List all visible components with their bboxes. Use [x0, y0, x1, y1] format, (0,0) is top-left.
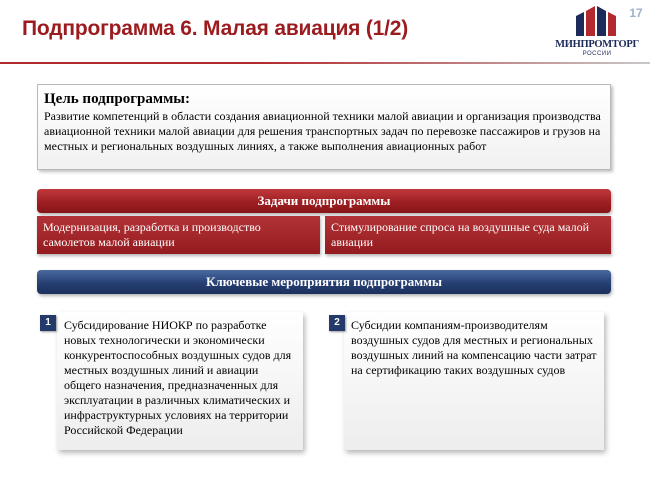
logo-name: МИНПРОМТОРГ: [555, 39, 639, 50]
goal-box: [37, 84, 611, 170]
page-title: Подпрограмма 6. Малая авиация (1/2): [22, 17, 409, 40]
header-divider: [0, 62, 650, 64]
goal-text: Развитие компетенций в области создания авиационной техники малой авиации и организация производства авиационной техники малой авиации для решения транспортных задач по перевозке пассажиров и грузов на местных и региональных воздушных линиях, а также выполнения авиационных работ: [44, 109, 601, 153]
activity-text-1: Субсидирование НИОКР по разработке новых технологически и экономически конкурентоспособных воздушных судов для местных воздушных линий и авиации общего назначения, предназначенных для эксплуатации в различных климатических и инфраструктурных условиях на территории Российской Федерации: [64, 318, 292, 437]
task-item-2: Стимулирование спроса на воздушные суда малой авиации: [325, 216, 611, 254]
activity-card-1: [57, 312, 303, 450]
logo-emblem-icon: [574, 6, 620, 38]
activities-header: Ключевые мероприятия подпрограммы: [37, 270, 611, 294]
logo-subtitle: РОССИИ: [582, 51, 612, 57]
page-number: 17: [629, 6, 643, 20]
activity-card-2: [344, 312, 604, 450]
goal-heading: Цель подпрограммы:: [44, 91, 191, 107]
activity-number-badge-1: 1: [40, 315, 56, 331]
activity-number-badge-2: 2: [329, 315, 345, 331]
activity-text-2: Субсидии компаниям-производителям воздушных судов для местных и региональных воздушных линий на компенсацию части затрат на сертификацию таких воздушных судов: [351, 318, 597, 377]
minpromtorg-logo: [552, 6, 638, 58]
tasks-header: Задачи подпрограммы: [37, 189, 611, 213]
task-item-1: Модернизация, разработка и производство самолетов малой авиации: [37, 216, 320, 254]
